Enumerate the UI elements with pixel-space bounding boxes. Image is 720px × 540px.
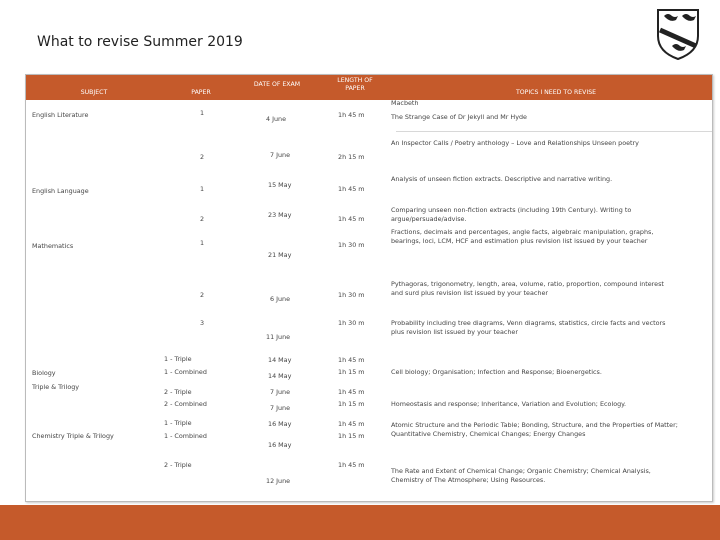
paper-length: 1h 45 m [338,420,365,428]
exam-date: 4 June [266,115,287,123]
paper-length: 1h 30 m [338,319,365,327]
paper-number: 1 [200,109,205,117]
exam-date: 23 May [268,211,292,219]
paper-length: 1h 15 m [338,400,365,408]
exam-date: 14 May [268,372,292,380]
topic-text: Comparing unseen non-fiction extracts (including 19th Century). Writing to argue/persuade/advise. [391,206,632,223]
exam-date: 12 June [266,477,291,485]
topic-text: Macbeth [391,99,419,107]
paper-number: 3 [200,319,205,327]
topic-text: An Inspector Calls / Poetry anthology – Love and Relationships Unseen poetry [391,139,639,147]
topic-text: Atomic Structure and the Periodic Table; Bonding, Structure, and the Properties of Matter; Quantitative Chemistry, Chemical Changes; Energy Changes [391,421,678,438]
subject-english-language: English Language [32,187,89,195]
paper-number: 1 - Triple [164,419,192,427]
header-paper: PAPER [191,89,211,96]
paper-number: 1 [200,239,205,247]
header-topics: TOPICS I NEED TO REVISE [515,89,597,96]
footer-bar [0,505,720,540]
paper-number: 1 [200,185,205,193]
paper-length: 1h 45 m [338,388,365,396]
topic-text: Cell biology; Organisation; Infection and Response; Bioenergetics. [391,368,602,376]
paper-length: 1h 45 m [338,461,365,469]
paper-length: 1h 15 m [338,368,365,376]
exam-date: 16 May [268,420,292,428]
exam-date: 15 May [268,181,292,189]
paper-length: 1h 45 m [338,215,365,223]
subject-biology: Biology [32,369,56,377]
exam-date: 7 June [270,388,291,396]
paper-length: 1h 45 m [338,185,365,193]
exam-date: 7 June [270,151,291,159]
paper-number: 2 [200,153,205,161]
paper-number: 2 [200,215,205,223]
exam-date: 14 May [268,356,292,364]
topic-text: The Rate and Extent of Chemical Change; Organic Chemistry; Chemical Analysis, Chemistry of The Atmosphere; Using Resources. [391,467,651,484]
subject-biology-tiers: Triple & Trilogy [32,383,80,391]
school-crest-logo [650,6,706,62]
paper-number: 1 - Combined [164,432,207,440]
topic-text: Analysis of unseen fiction extracts. Descriptive and narrative writing. [391,175,613,183]
revision-table [25,74,713,502]
paper-number: 2 [200,291,205,299]
exam-date: 7 June [270,404,291,412]
exam-date: 6 June [270,295,291,303]
topic-text: Fractions, decimals and percentages, angle facts, algebraic manipulation, graphs, bearings, loci, LCM, HCF and estimation plus revision list issued by your teacher [391,228,654,245]
paper-number: 2 - Combined [164,400,207,408]
paper-number: 1 - Triple [164,355,192,363]
topic-text: Probability including tree diagrams, Venn diagrams, statistics, circle facts and vectors plus revision list issued by your teacher [391,319,666,336]
paper-length: 1h 15 m [338,432,365,440]
exam-date: 11 June [266,333,291,341]
header-date: DATE OF EXAM [253,81,301,88]
subject-mathematics: Mathematics [32,242,74,250]
topic-text: The Strange Case of Dr Jekyll and Mr Hyde [391,113,527,121]
paper-length: 1h 30 m [338,241,365,249]
row-divider [396,131,712,132]
paper-number: 2 - Triple [164,388,192,396]
topic-text: Homeostasis and response; Inheritance, Variation and Evolution; Ecology. [391,400,627,408]
page-title: What to revise Summer 2019 [37,34,243,50]
topic-text: Pythagoras, trigonometry, length, area, volume, ratio, proportion, compound interest and surd plus revision list issued by your teacher [391,280,664,297]
exam-date: 16 May [268,441,292,449]
paper-length: 2h 15 m [338,153,365,161]
subject-english-literature: English Literature [32,111,89,119]
paper-length: 1h 30 m [338,291,365,299]
paper-number: 2 - Triple [164,461,192,469]
paper-number: 1 - Combined [164,368,207,376]
header-length-line2: PAPER [345,85,365,92]
subject-chemistry: Chemistry Triple & Trilogy [32,432,114,440]
header-subject: SUBJECT [80,89,108,96]
paper-length: 1h 45 m [338,356,365,364]
exam-date: 21 May [268,251,292,259]
paper-length: 1h 45 m [338,111,365,119]
header-length-line1: LENGTH OF [337,77,373,84]
